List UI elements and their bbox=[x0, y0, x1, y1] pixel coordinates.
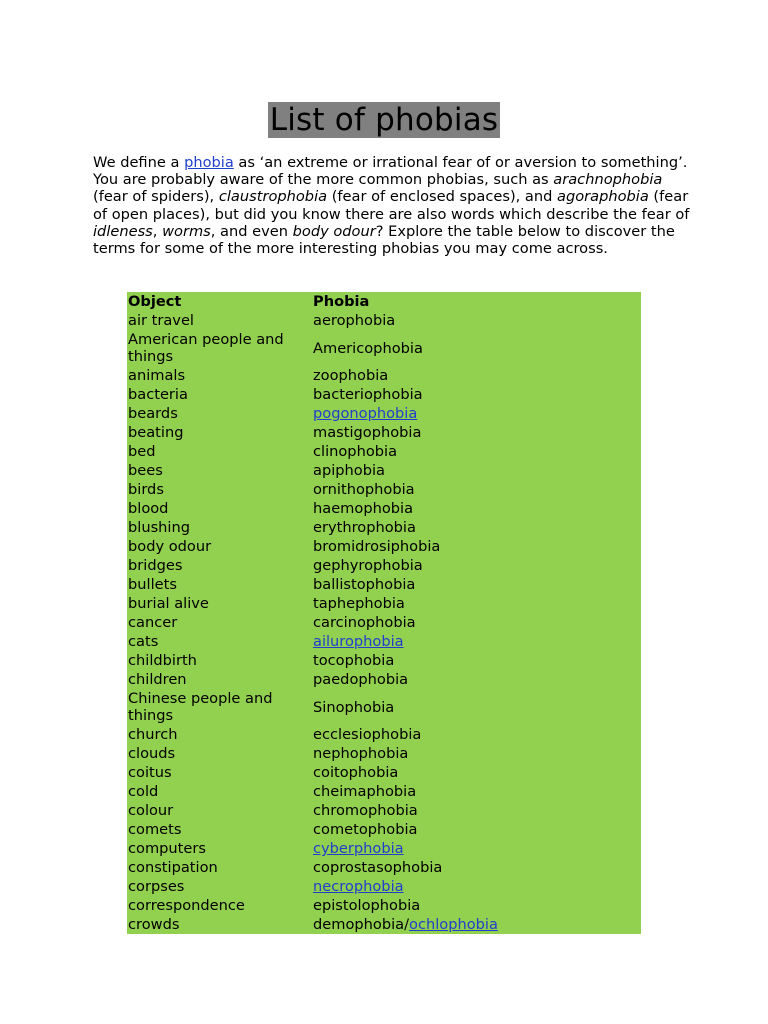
intro-text: (fear of open places), but did you know there are also words which describe the fear of bbox=[93, 188, 690, 223]
table-row bbox=[127, 763, 641, 782]
phobia-link[interactable]: cyberphobia bbox=[313, 840, 404, 857]
intro-italic-term: claustrophobia bbox=[218, 188, 328, 206]
table-row bbox=[127, 689, 641, 725]
phobia-cell: cheimaphobia bbox=[313, 783, 417, 800]
object-cell: birds bbox=[128, 481, 164, 498]
phobia-link[interactable]: pogonophobia bbox=[313, 405, 418, 422]
object-cell: beating bbox=[128, 424, 184, 441]
object-cell: church bbox=[128, 726, 178, 743]
table-row bbox=[127, 366, 641, 385]
phobia-cell: ornithophobia bbox=[313, 481, 415, 498]
table-row bbox=[127, 442, 641, 461]
object-cell: cold bbox=[128, 783, 159, 800]
object-cell: coitus bbox=[128, 764, 172, 781]
phobia-cell bbox=[312, 877, 641, 896]
table-header-row bbox=[127, 292, 641, 311]
object-cell: beards bbox=[128, 405, 178, 422]
intro-text: (fear of enclosed spaces), and bbox=[327, 188, 558, 206]
object-cell: cats bbox=[128, 633, 159, 650]
phobia-cell: paedophobia bbox=[313, 671, 409, 688]
table-row bbox=[127, 480, 641, 499]
phobia-cell: Americophobia bbox=[313, 339, 423, 357]
object-cell: bed bbox=[128, 443, 156, 460]
object-cell: correspondence bbox=[128, 897, 245, 914]
intro-text: , bbox=[152, 222, 163, 240]
table-row bbox=[127, 744, 641, 763]
table-row bbox=[127, 896, 641, 915]
table-row bbox=[127, 594, 641, 613]
phobia-cell: aerophobia bbox=[313, 312, 396, 329]
table-row bbox=[127, 556, 641, 575]
phobia-cell bbox=[312, 915, 641, 934]
phobia-cell: coprostasophobia bbox=[313, 859, 443, 876]
table-row bbox=[127, 782, 641, 801]
phobia-cell: apiphobia bbox=[313, 462, 385, 479]
object-cell: computers bbox=[128, 840, 206, 857]
table-row bbox=[127, 820, 641, 839]
phobia-cell: Sinophobia bbox=[313, 698, 395, 716]
phobia-cell: carcinophobia bbox=[313, 614, 416, 631]
table-row bbox=[127, 670, 641, 689]
table-row bbox=[127, 385, 641, 404]
intro-paragraph bbox=[93, 154, 693, 257]
intro-text: (fear of spiders), bbox=[93, 188, 219, 206]
phobia-cell: nephophobia bbox=[313, 745, 409, 762]
table-row bbox=[127, 651, 641, 670]
object-cell: bees bbox=[128, 462, 163, 479]
phobia-cell: cometophobia bbox=[313, 821, 418, 838]
phobia-cell: haemophobia bbox=[313, 500, 414, 517]
object-cell: American people and things bbox=[128, 331, 284, 365]
object-cell: animals bbox=[128, 367, 186, 384]
title-container bbox=[0, 102, 768, 138]
intro-text: ? Explore the table below to discover the terms for some of the more interesting phobias you may come across. bbox=[93, 222, 675, 258]
object-cell: clouds bbox=[128, 745, 176, 762]
object-cell: constipation bbox=[128, 859, 218, 876]
table-row bbox=[127, 537, 641, 556]
table-row bbox=[127, 858, 641, 877]
object-cell: bacteria bbox=[128, 386, 188, 403]
table-row bbox=[127, 613, 641, 632]
phobia-cell: bromidrosiphobia bbox=[313, 538, 441, 555]
table-row bbox=[127, 839, 641, 858]
phobia-cell bbox=[312, 839, 641, 858]
column-header-phobia: Phobia bbox=[313, 293, 370, 310]
object-cell: colour bbox=[128, 802, 174, 819]
phobia-cell: mastigophobia bbox=[313, 424, 422, 441]
table-row bbox=[127, 915, 641, 934]
phobia-table bbox=[127, 292, 641, 934]
phobia-cell bbox=[312, 404, 641, 423]
phobia-text: demophobia/ bbox=[313, 916, 410, 933]
table-row bbox=[127, 877, 641, 896]
object-cell: corpses bbox=[128, 878, 185, 895]
object-cell: blushing bbox=[128, 519, 190, 536]
phobia-cell bbox=[312, 632, 641, 651]
object-cell: crowds bbox=[128, 916, 180, 933]
phobia-link[interactable]: phobia bbox=[184, 154, 234, 171]
table-row bbox=[127, 499, 641, 518]
intro-text: We define a bbox=[93, 154, 185, 171]
object-cell: childbirth bbox=[128, 652, 197, 669]
phobia-cell: gephyrophobia bbox=[313, 557, 423, 574]
phobia-link[interactable]: ochlophobia bbox=[409, 916, 498, 933]
object-cell: comets bbox=[128, 821, 182, 838]
object-cell: air travel bbox=[128, 312, 194, 329]
table-row bbox=[127, 725, 641, 744]
phobia-cell: tocophobia bbox=[313, 652, 395, 669]
table-row bbox=[127, 330, 641, 366]
table-row bbox=[127, 311, 641, 330]
table-row bbox=[127, 518, 641, 537]
phobia-cell: ecclesiophobia bbox=[313, 726, 422, 743]
phobia-link[interactable]: necrophobia bbox=[313, 878, 404, 895]
object-cell: cancer bbox=[128, 614, 178, 631]
table-row bbox=[127, 632, 641, 651]
object-cell: Chinese people and things bbox=[128, 690, 273, 724]
table-row bbox=[127, 575, 641, 594]
phobia-link[interactable]: ailurophobia bbox=[313, 633, 404, 650]
intro-italic-term: idleness bbox=[93, 222, 153, 240]
phobia-cell: clinophobia bbox=[313, 443, 398, 460]
intro-text: , and even bbox=[210, 222, 293, 240]
object-cell: body odour bbox=[128, 538, 212, 555]
phobia-cell: taphephobia bbox=[313, 595, 405, 612]
intro-italic-term: agoraphobia bbox=[557, 188, 649, 206]
phobia-cell: erythrophobia bbox=[313, 519, 416, 536]
object-cell: burial alive bbox=[128, 595, 209, 612]
table-row bbox=[127, 404, 641, 423]
column-header-object: Object bbox=[128, 293, 182, 310]
intro-italic-term: body odour bbox=[292, 222, 376, 240]
object-cell: children bbox=[128, 671, 187, 688]
phobia-cell: bacteriophobia bbox=[313, 386, 423, 403]
table-row bbox=[127, 423, 641, 442]
phobia-cell: zoophobia bbox=[313, 367, 389, 384]
phobia-cell: ballistophobia bbox=[313, 576, 416, 593]
phobia-cell: chromophobia bbox=[313, 802, 418, 819]
intro-italic-term: arachnophobia bbox=[553, 171, 663, 189]
table-row bbox=[127, 461, 641, 480]
phobia-cell: epistolophobia bbox=[313, 897, 421, 914]
object-cell: bridges bbox=[128, 557, 183, 574]
intro-italic-term: worms bbox=[162, 222, 211, 240]
object-cell: bullets bbox=[128, 576, 177, 593]
table-row bbox=[127, 801, 641, 820]
page-title: List of phobias bbox=[269, 102, 499, 138]
object-cell: blood bbox=[128, 500, 169, 517]
intro-text: as ‘an extreme or irrational fear of or aversion to something’. You are probably aware of the more common phobias, such as bbox=[93, 154, 688, 189]
phobia-cell: coitophobia bbox=[313, 764, 399, 781]
